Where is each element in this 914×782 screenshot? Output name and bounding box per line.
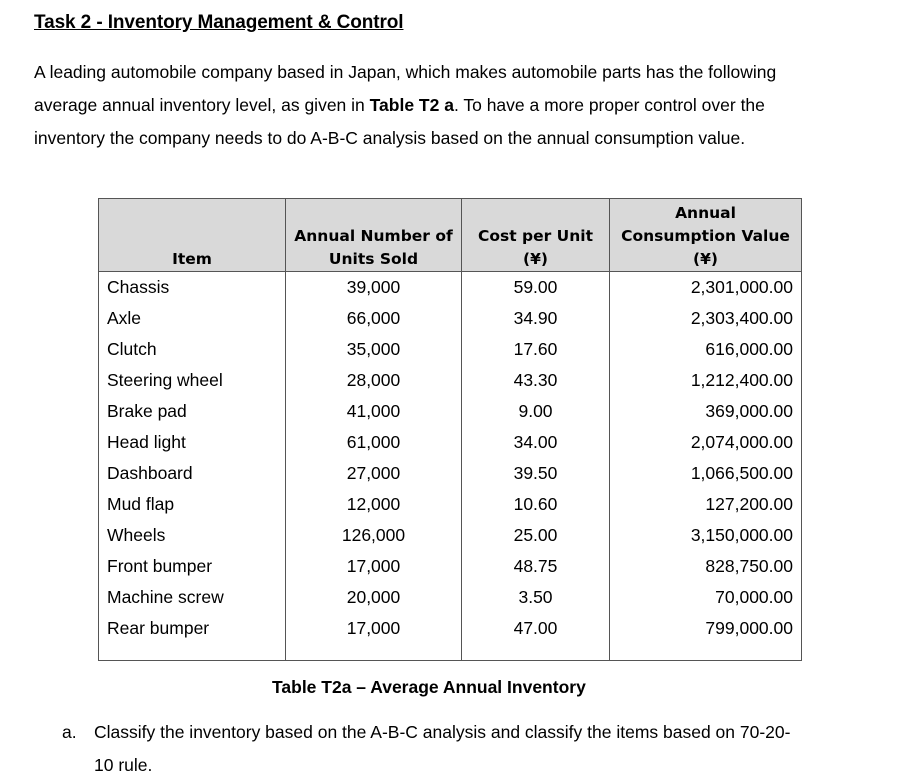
cell-consumption-value: 616,000.00 bbox=[610, 334, 802, 365]
cell-cost-per-unit: 47.00 bbox=[462, 613, 610, 644]
cell-units-sold: 41,000 bbox=[286, 396, 462, 427]
cell-units-sold: 39,000 bbox=[286, 272, 462, 304]
table-bottom-spacer bbox=[99, 644, 802, 661]
table-row bbox=[99, 613, 802, 644]
cell-consumption-value: 2,303,400.00 bbox=[610, 303, 802, 334]
cell-consumption-value: 369,000.00 bbox=[610, 396, 802, 427]
cell-item: Dashboard bbox=[99, 458, 286, 489]
cell-item: Rear bumper bbox=[99, 613, 286, 644]
table-row bbox=[99, 427, 802, 458]
header-units-sold: Annual Number of Units Sold bbox=[286, 199, 462, 272]
inventory-table bbox=[98, 198, 802, 661]
cell-item: Front bumper bbox=[99, 551, 286, 582]
cell-cost-per-unit: 10.60 bbox=[462, 489, 610, 520]
cell-item: Head light bbox=[99, 427, 286, 458]
cell-consumption-value: 828,750.00 bbox=[610, 551, 802, 582]
table-row bbox=[99, 551, 802, 582]
intro-paragraph bbox=[34, 56, 884, 155]
cell-cost-per-unit: 59.00 bbox=[462, 272, 610, 304]
question-a bbox=[62, 716, 882, 782]
cell-consumption-value: 799,000.00 bbox=[610, 613, 802, 644]
cell-units-sold: 35,000 bbox=[286, 334, 462, 365]
cell-consumption-value: 2,301,000.00 bbox=[610, 272, 802, 304]
cell-item: Wheels bbox=[99, 520, 286, 551]
table-body bbox=[99, 272, 802, 661]
cell-consumption-value: 70,000.00 bbox=[610, 582, 802, 613]
question-label: a. bbox=[62, 722, 77, 742]
table-row bbox=[99, 458, 802, 489]
table-row bbox=[99, 303, 802, 334]
table-row bbox=[99, 272, 802, 304]
spacer-cell bbox=[286, 644, 462, 661]
intro-line-3: inventory the company needs to do A-B-C analysis based on the annual consumption value. bbox=[34, 128, 746, 148]
cell-consumption-value: 3,150,000.00 bbox=[610, 520, 802, 551]
cell-units-sold: 20,000 bbox=[286, 582, 462, 613]
page-title: Task 2 - Inventory Management & Control bbox=[34, 12, 404, 33]
spacer-cell bbox=[99, 644, 286, 661]
table-header-row bbox=[99, 199, 802, 272]
cell-item: Machine screw bbox=[99, 582, 286, 613]
table-row bbox=[99, 582, 802, 613]
cell-units-sold: 12,000 bbox=[286, 489, 462, 520]
intro-line-2-start: average annual inventory level, as given in bbox=[34, 95, 370, 115]
cell-item: Brake pad bbox=[99, 396, 286, 427]
table-row bbox=[99, 334, 802, 365]
cell-item: Clutch bbox=[99, 334, 286, 365]
question-line-1: Classify the inventory based on the A-B-C analysis and classify the items based on 70-20- bbox=[94, 722, 791, 742]
question-line-2: 10 rule. bbox=[94, 755, 153, 775]
cell-item: Chassis bbox=[99, 272, 286, 304]
cell-consumption-value: 1,066,500.00 bbox=[610, 458, 802, 489]
table-row bbox=[99, 489, 802, 520]
cell-units-sold: 17,000 bbox=[286, 613, 462, 644]
cell-units-sold: 27,000 bbox=[286, 458, 462, 489]
cell-item: Mud flap bbox=[99, 489, 286, 520]
cell-cost-per-unit: 43.30 bbox=[462, 365, 610, 396]
cell-consumption-value: 127,200.00 bbox=[610, 489, 802, 520]
table-row bbox=[99, 520, 802, 551]
cell-units-sold: 28,000 bbox=[286, 365, 462, 396]
cell-cost-per-unit: 34.00 bbox=[462, 427, 610, 458]
cell-cost-per-unit: 34.90 bbox=[462, 303, 610, 334]
inventory-table-container bbox=[98, 198, 802, 661]
intro-line-1: A leading automobile company based in Japan, which makes automobile parts has the following bbox=[34, 62, 777, 82]
cell-cost-per-unit: 25.00 bbox=[462, 520, 610, 551]
cell-item: Axle bbox=[99, 303, 286, 334]
cell-cost-per-unit: 9.00 bbox=[462, 396, 610, 427]
header-cost-per-unit: Cost per Unit (¥) bbox=[462, 199, 610, 272]
cell-item: Steering wheel bbox=[99, 365, 286, 396]
intro-line-2 bbox=[34, 89, 884, 122]
cell-units-sold: 126,000 bbox=[286, 520, 462, 551]
spacer-cell bbox=[610, 644, 802, 661]
spacer-cell bbox=[462, 644, 610, 661]
cell-units-sold: 61,000 bbox=[286, 427, 462, 458]
intro-line-2-end: . To have a more proper control over the bbox=[453, 95, 765, 115]
cell-cost-per-unit: 39.50 bbox=[462, 458, 610, 489]
cell-cost-per-unit: 17.60 bbox=[462, 334, 610, 365]
header-item: Item bbox=[99, 199, 286, 272]
table-row bbox=[99, 396, 802, 427]
cell-cost-per-unit: 3.50 bbox=[462, 582, 610, 613]
cell-units-sold: 66,000 bbox=[286, 303, 462, 334]
table-caption: Table T2a – Average Annual Inventory bbox=[272, 677, 586, 697]
table-reference: Table T2 a bbox=[369, 95, 454, 115]
cell-consumption-value: 2,074,000.00 bbox=[610, 427, 802, 458]
header-consumption-value: Annual Consumption Value (¥) bbox=[610, 199, 802, 272]
cell-units-sold: 17,000 bbox=[286, 551, 462, 582]
cell-consumption-value: 1,212,400.00 bbox=[610, 365, 802, 396]
cell-cost-per-unit: 48.75 bbox=[462, 551, 610, 582]
table-row bbox=[99, 365, 802, 396]
